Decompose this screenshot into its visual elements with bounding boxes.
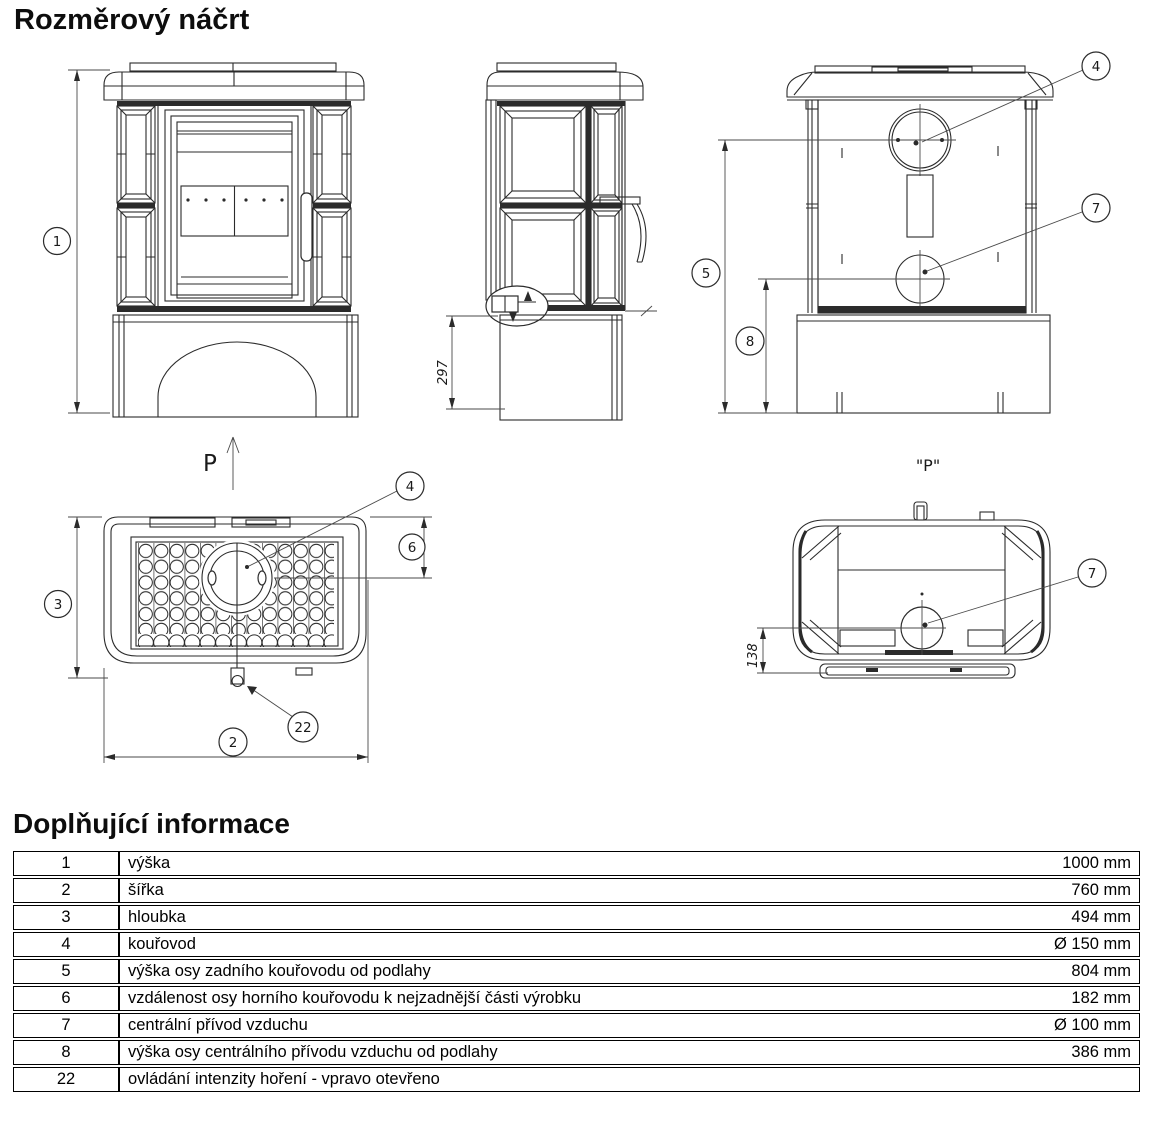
- svg-text:8: 8: [745, 334, 755, 350]
- svg-text:2: 2: [228, 735, 238, 751]
- table-row: [13, 1013, 1140, 1038]
- burn-control-knob: [231, 668, 244, 687]
- side-view: [486, 63, 657, 420]
- table-row: [13, 851, 1140, 876]
- table-row: [13, 959, 1140, 984]
- row-number: 7: [13, 1013, 119, 1038]
- svg-text:22: 22: [294, 720, 312, 736]
- row-number: 4: [13, 932, 119, 957]
- callout-4-top: [396, 472, 424, 500]
- row-description: [119, 959, 1140, 984]
- row-number: 1: [13, 851, 119, 876]
- row-value: 760 mm: [1071, 881, 1131, 899]
- svg-text:7: 7: [1091, 201, 1101, 217]
- row-number: 3: [13, 905, 119, 930]
- central-air-inlet: [758, 250, 950, 308]
- row-label: šířka: [128, 881, 164, 899]
- row-label: ovládání intenzity hoření - vpravo otevřeno: [128, 1070, 440, 1088]
- row-label: výška osy zadního kouřovodu od podlahy: [128, 962, 431, 980]
- svg-text:1: 1: [52, 234, 62, 250]
- row-label: vzdálenost osy horního kouřovodu k nejzadnější části výrobku: [128, 989, 582, 1007]
- row-number: 5: [13, 959, 119, 984]
- row-description: [119, 1067, 1140, 1092]
- row-number: 22: [13, 1067, 119, 1092]
- dimension-297: [436, 316, 505, 409]
- row-label: hloubka: [128, 908, 186, 926]
- dimension-3: [45, 517, 109, 678]
- svg-text:6: 6: [407, 540, 417, 556]
- svg-text:3: 3: [53, 597, 63, 613]
- row-value: Ø 100 mm: [1053, 1016, 1131, 1034]
- callout-3: [45, 591, 72, 618]
- row-description: [119, 986, 1140, 1011]
- rear-view: [718, 52, 1110, 413]
- callout-7-bottom: [1078, 559, 1106, 587]
- row-description: [119, 878, 1140, 903]
- table-row: [13, 986, 1140, 1011]
- flue-outlet: [718, 104, 956, 176]
- svg-text:4: 4: [1091, 59, 1101, 75]
- base-arch: [158, 342, 316, 417]
- row-value: 494 mm: [1071, 908, 1131, 926]
- callout-8: [736, 327, 764, 355]
- p-view: [746, 456, 1106, 678]
- front-view: [104, 63, 364, 417]
- projection-p-marker: [203, 437, 239, 490]
- row-number: 2: [13, 878, 119, 903]
- svg-text:P: P: [203, 451, 217, 477]
- dimension-5: [692, 140, 797, 413]
- page-title: Rozměrový náčrt: [14, 4, 250, 36]
- callout-4: [1082, 52, 1110, 80]
- info-title: Doplňující informace: [13, 808, 290, 839]
- table-row: [13, 1067, 1140, 1092]
- row-description: [119, 932, 1140, 957]
- callout-5: [692, 259, 720, 287]
- dimension-8: [736, 279, 769, 413]
- row-value: Ø 150 mm: [1053, 935, 1131, 953]
- row-value: 182 mm: [1071, 989, 1131, 1007]
- row-value: 386 mm: [1071, 1043, 1131, 1061]
- callout-22: [288, 712, 318, 742]
- table-row: [13, 905, 1140, 930]
- callout-2: [219, 728, 247, 756]
- row-description: [119, 1040, 1140, 1065]
- info-table: [13, 849, 1140, 1094]
- callout-6: [399, 534, 425, 560]
- top-view: [45, 437, 433, 763]
- row-value: 804 mm: [1071, 962, 1131, 980]
- row-label: výška osy centrálního přívodu vzduchu od podlahy: [128, 1043, 498, 1061]
- row-label: výška: [128, 854, 171, 872]
- row-description: [119, 1013, 1140, 1038]
- svg-text:"P": "P": [915, 456, 941, 475]
- row-number: 8: [13, 1040, 119, 1065]
- svg-text:7: 7: [1087, 566, 1097, 582]
- dimension-138: [746, 628, 828, 673]
- svg-text:5: 5: [701, 266, 711, 282]
- row-number: 6: [13, 986, 119, 1011]
- row-description: [119, 851, 1140, 876]
- table-row: [13, 932, 1140, 957]
- row-value: 1000 mm: [1062, 854, 1131, 872]
- row-description: [119, 905, 1140, 930]
- callout-1: [44, 228, 71, 255]
- svg-text:138: 138: [746, 643, 761, 668]
- table-row: [13, 878, 1140, 903]
- svg-text:4: 4: [405, 479, 415, 495]
- callout-7: [1082, 194, 1110, 222]
- row-label: kouřovod: [128, 935, 196, 953]
- table-row: [13, 1040, 1140, 1065]
- row-label: centrální přívod vzduchu: [128, 1016, 308, 1034]
- dimension-1-height: [44, 70, 111, 413]
- door-handle: [301, 193, 312, 261]
- svg-text:297: 297: [436, 360, 451, 385]
